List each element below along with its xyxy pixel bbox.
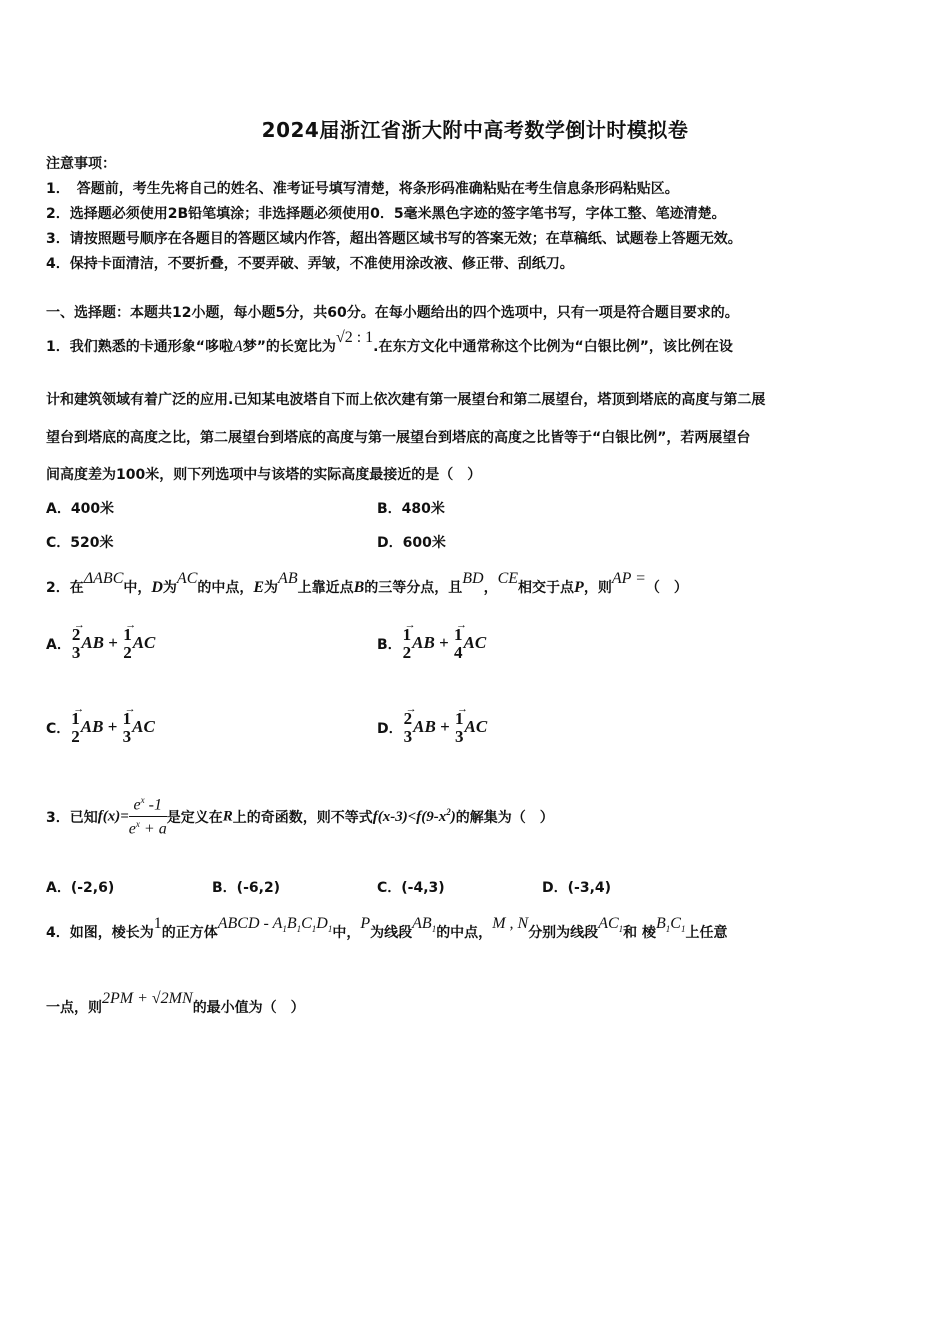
option-label: B． (377, 637, 402, 653)
q2-var: AC (176, 570, 198, 587)
q4-seg-ab1 (412, 915, 437, 935)
q4-text: 中， (332, 925, 361, 941)
q1-text: 1．我们熟悉的卡通形象“哆啦 (46, 339, 233, 355)
q1-option-b: B．480米 (377, 501, 445, 517)
q2-text: 上靠近点 (297, 580, 354, 596)
q3-den-sup: x (135, 819, 140, 830)
fraction (71, 619, 85, 662)
q2-var: B (353, 579, 365, 596)
q2-text: （ ） (645, 580, 688, 596)
denominator: 4 (454, 643, 463, 662)
q4-seg-ac1 (598, 915, 624, 935)
q2-text: 的中点， (197, 580, 254, 596)
notice-item: 4．保持卡面清洁，不要折叠，不要弄破、弄皱，不准使用涂改液、修正带、刮纸刀。 (46, 256, 574, 272)
fraction (123, 619, 137, 662)
vector-arrow-icon: → (405, 703, 417, 715)
vector-ab: AB (81, 632, 105, 652)
q1-line4: 间高度差为100米，则下列选项中与该塔的实际高度最接近的是（ ） (46, 467, 482, 483)
q1-text: .在东方文化中通常称这个比例为“白银比例”，该比例在设 (373, 339, 733, 355)
vector-arrow-icon: → (124, 703, 136, 715)
vector-expression (71, 619, 156, 662)
q3-text: 上的奇函数，则不等式 (232, 809, 373, 826)
q1-text: 梦”的长宽比为 (242, 339, 336, 355)
q4-cube-part: D (316, 915, 328, 932)
notice-heading: 注意事项： (46, 156, 116, 172)
vector-ac: AC (463, 632, 487, 652)
denominator: 3 (403, 727, 413, 746)
q4-text: 4．如图，棱长为 (46, 925, 154, 941)
vector-ab: AB (412, 632, 435, 652)
q2-text: ，则 (583, 580, 612, 596)
denominator: 2 (71, 727, 80, 746)
q2-text: 2．在 (46, 580, 84, 596)
q4-text: 为线段 (370, 925, 413, 941)
q4-seg-part: B (656, 915, 666, 932)
q2-option-c (46, 703, 155, 746)
q4-sub: 1 (311, 924, 317, 935)
q4-seg-part: AC (598, 915, 619, 932)
q4-seg-part: C (670, 915, 681, 932)
q3-num-sup: x (140, 795, 145, 805)
q4-seg-part: AB (412, 915, 432, 932)
vector-ac: AC (132, 716, 155, 736)
q1-line3: 望台到塔底的高度之比，第二展望台到塔底的高度与第一展望台到塔底的高度之比皆等于“白银比例”，若两展望台 (46, 430, 751, 446)
vector-ac: AC (464, 716, 488, 736)
notice-item: 1． 答题前，考生先将自己的姓名、准考证号填写清楚，将条形码准确粘贴在考生信息条形码粘贴区。 (46, 181, 679, 197)
q4-sub: 1 (282, 924, 287, 935)
q2-var: BD (462, 570, 484, 587)
vector-arrow-icon: → (125, 619, 137, 631)
fraction (455, 703, 468, 746)
vector-arrow-icon: → (73, 703, 85, 715)
vector-arrow-icon: → (457, 703, 468, 715)
q3-option-b: B．(-6,2) (212, 880, 281, 896)
q4-text: 的正方体 (161, 925, 218, 941)
q3-ineq-part: ) (450, 809, 456, 826)
q1-line1 (46, 329, 733, 356)
option-label: A． (46, 637, 71, 653)
q3-text: 3．已知 (46, 809, 98, 826)
q2-option-b (377, 619, 487, 662)
numerator: 1 → (454, 626, 463, 644)
section-heading: 一、选择题：本题共12小题，每小题5分，共60分。在每小题给出的四个选项中，只有一项是符合题目要求的。 (46, 305, 739, 321)
vector-arrow-icon: → (404, 619, 416, 631)
vector-arrow-icon: → (456, 619, 468, 631)
q1-option-d: D．600米 (377, 535, 446, 551)
q2-text: ， (483, 580, 498, 596)
fraction (454, 619, 468, 662)
q2-text: 为 (162, 580, 177, 596)
q2-text: 相交于点 (518, 580, 575, 596)
vector-ab: AB (80, 716, 104, 736)
numerator: 2 → (404, 710, 413, 728)
q2-var: AB (278, 570, 298, 587)
plus-sign: + (434, 632, 454, 652)
q3-stem (46, 795, 554, 839)
q4-expression: 2PM + √2MN (102, 990, 193, 1007)
fraction (122, 703, 136, 746)
q2-text: 的三等分点，且 (364, 580, 463, 596)
vector-ac: AC (132, 632, 156, 652)
q4-text: 的中点， (436, 925, 493, 941)
q1-ratio: √2 : 1 (335, 329, 374, 346)
q4-var: P (360, 915, 371, 932)
q3-fraction (129, 795, 167, 839)
q2-triangle: ΔABC (83, 570, 124, 587)
plus-sign: + (103, 716, 122, 736)
numerator: 1 → (71, 710, 80, 728)
q4-sub: 1 (431, 924, 437, 935)
q1-line2: 计和建筑领域有着广泛的应用.已知某电波塔自下而上依次建有第一展望台和第二展望台，塔顶到塔底的高度与第二展 (46, 392, 766, 408)
q4-seg-b1c1 (656, 915, 686, 935)
q4-text: 和 棱 (623, 925, 657, 941)
q2-text: 中， (123, 580, 152, 596)
q3-option-d: D．(-3,4) (542, 880, 612, 896)
q2-text: 为 (264, 580, 279, 596)
q3-ineq-part: f(x-3)<f(9-x (372, 809, 447, 826)
option-label: D． (377, 721, 403, 737)
q3-num: e (133, 796, 141, 814)
q4-text: 分别为线段 (528, 925, 599, 941)
q3-option-c: C．(-4,3) (377, 880, 445, 896)
q1-option-c: C．520米 (46, 535, 114, 551)
notice-item: 3．请按照题号顺序在各题目的答题区域内作答，超出答题区域书写的答案无效；在草稿纸、试题卷上答题无效。 (46, 231, 742, 247)
q2-stem (46, 570, 688, 597)
q4-sub: 1 (327, 924, 333, 935)
q4-text: 一点，则 (46, 1000, 102, 1016)
notice-item: 2．选择题必须使用2B铅笔填涂；非选择题必须使用0．5毫米黑色字迹的签字笔书写，字体工整、笔迹清楚。 (46, 206, 726, 222)
q2-option-a (46, 619, 156, 662)
vector-expression (403, 703, 488, 746)
q2-var: P (574, 579, 584, 596)
page-title: 2024届浙江省浙大附中高考数学倒计时模拟卷 (261, 118, 689, 142)
q3-den: e (128, 820, 136, 838)
q2-option-d (377, 703, 488, 746)
numerator: 1 → (123, 626, 132, 644)
q3-var: R (222, 808, 233, 825)
vector-expression (402, 619, 487, 662)
q4-cube (217, 915, 333, 935)
numerator: 1 → (403, 626, 412, 644)
fraction (402, 619, 416, 662)
denominator: 3 (122, 727, 132, 746)
option-label: C． (46, 721, 71, 737)
vector-arrow-icon: → (73, 619, 85, 631)
q4-sub: 1 (618, 924, 624, 935)
vector-expression (70, 703, 155, 746)
numerator: 1 → (455, 710, 464, 728)
q3-text: 是定义在 (166, 809, 223, 826)
q4-cube-part: B (286, 915, 297, 932)
q2-var: D (151, 579, 163, 596)
q3-ineq-sup: 2 (446, 807, 451, 818)
denominator: 3 (455, 727, 464, 746)
q4-line2 (46, 990, 305, 1017)
denominator: 3 (71, 643, 81, 662)
q2-var: E (253, 579, 265, 596)
q4-num: 1 (153, 915, 162, 932)
q3-inequality (373, 809, 456, 825)
q4-text: 的最小值为（ ） (192, 1000, 305, 1016)
denominator: 2 (402, 643, 412, 662)
plus-sign: + (435, 716, 454, 736)
fraction (71, 703, 85, 746)
q4-cube-part: C (301, 915, 312, 932)
vector-ab: AB (413, 716, 436, 736)
q2-var: AP = (611, 570, 646, 587)
q4-line1 (46, 915, 728, 943)
numerator: 2 → (72, 626, 81, 644)
q4-text: 上任意 (685, 925, 728, 941)
denominator: 2 (123, 643, 132, 662)
q4-sub: 1 (680, 924, 686, 935)
q4-cube-part: ABCD - A (217, 915, 283, 932)
q3-num-rest: -1 (144, 796, 162, 814)
q1-var: A (232, 338, 243, 355)
q4-sub: 1 (665, 924, 671, 935)
numerator: 1 → (123, 710, 132, 728)
q2-var: CE (497, 570, 519, 587)
fraction (403, 703, 417, 746)
q3-text: 的解集为（ ） (455, 809, 554, 826)
q4-sub: 1 (296, 924, 302, 935)
q4-var: M , N (492, 915, 529, 932)
q3-den-rest: + a (139, 820, 167, 838)
q3-option-a: A．(-2,6) (46, 880, 115, 896)
q1-option-a: A．400米 (46, 501, 115, 517)
q3-fx: f(x)= (97, 808, 129, 825)
plus-sign: + (104, 632, 123, 652)
